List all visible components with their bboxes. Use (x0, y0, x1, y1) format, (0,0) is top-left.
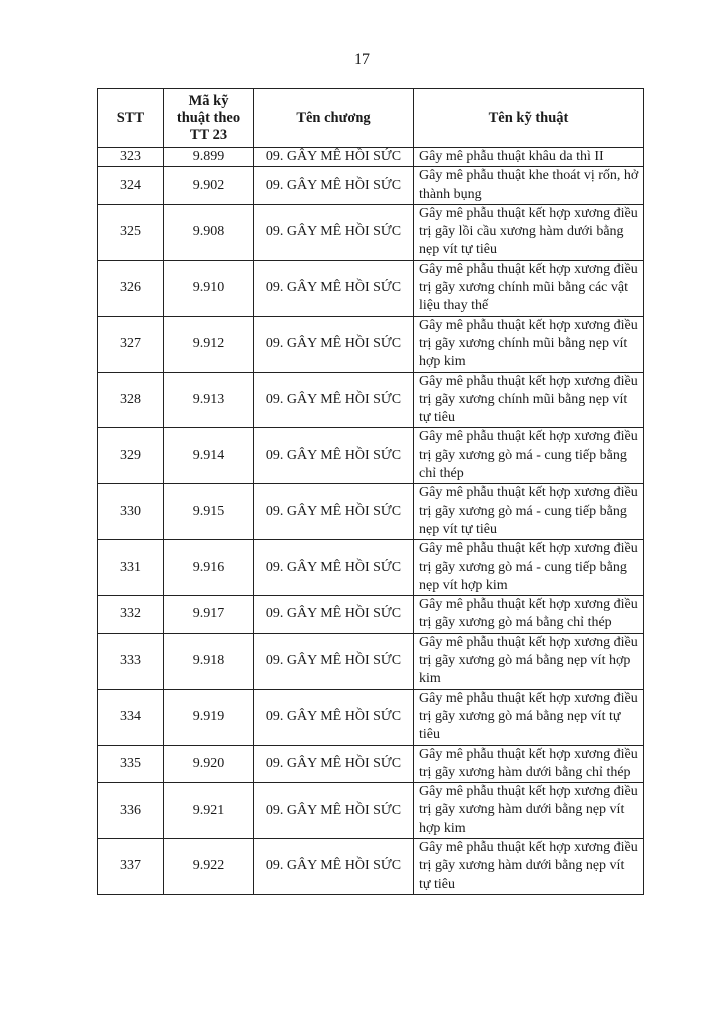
cell-technique: Gây mê phẫu thuật kết hợp xương điều trị gãy xương chính mũi bằng các vật liệu thay thế (414, 260, 644, 316)
table-row (98, 596, 644, 634)
cell-code: 9.920 (164, 745, 254, 783)
cell-code: 9.908 (164, 204, 254, 260)
table-row (98, 372, 644, 428)
cell-chapter: 09. GÂY MÊ HỒI SỨC (254, 316, 414, 372)
table-body (98, 148, 644, 895)
cell-stt: 333 (98, 633, 164, 689)
table-header-row (98, 89, 644, 148)
cell-stt: 337 (98, 838, 164, 894)
cell-code: 9.913 (164, 372, 254, 428)
cell-chapter: 09. GÂY MÊ HỒI SỨC (254, 783, 414, 839)
cell-chapter: 09. GÂY MÊ HỒI SỨC (254, 484, 414, 540)
cell-stt: 324 (98, 167, 164, 205)
cell-chapter: 09. GÂY MÊ HỒI SỨC (254, 540, 414, 596)
cell-chapter: 09. GÂY MÊ HỒI SỨC (254, 428, 414, 484)
cell-stt: 326 (98, 260, 164, 316)
table-row (98, 167, 644, 205)
table-row (98, 484, 644, 540)
cell-stt: 334 (98, 689, 164, 745)
table-row (98, 838, 644, 894)
cell-code: 9.919 (164, 689, 254, 745)
cell-technique: Gây mê phẫu thuật kết hợp xương điều trị gãy lồi cầu xương hàm dưới bằng nẹp vít tự tiêu (414, 204, 644, 260)
cell-code: 9.915 (164, 484, 254, 540)
cell-stt: 328 (98, 372, 164, 428)
table-row (98, 204, 644, 260)
cell-technique: Gây mê phẫu thuật kết hợp xương điều trị gãy xương gò má bằng nẹp vít tự tiêu (414, 689, 644, 745)
cell-chapter: 09. GÂY MÊ HỒI SỨC (254, 838, 414, 894)
cell-chapter: 09. GÂY MÊ HỒI SỨC (254, 596, 414, 634)
header-code-line2: thuật theo (176, 109, 241, 126)
cell-stt: 325 (98, 204, 164, 260)
cell-chapter: 09. GÂY MÊ HỒI SỨC (254, 148, 414, 167)
cell-code: 9.922 (164, 838, 254, 894)
table-row (98, 540, 644, 596)
header-code-line3: TT 23 (189, 126, 228, 143)
cell-chapter: 09. GÂY MÊ HỒI SỨC (254, 372, 414, 428)
table-row (98, 783, 644, 839)
cell-technique: Gây mê phẫu thuật khe thoát vị rốn, hở thành bụng (414, 167, 644, 205)
cell-stt: 327 (98, 316, 164, 372)
page-number: 17 (354, 51, 370, 68)
cell-code: 9.918 (164, 633, 254, 689)
cell-code: 9.921 (164, 783, 254, 839)
table-row (98, 689, 644, 745)
table-row (98, 428, 644, 484)
table-row (98, 633, 644, 689)
cell-chapter: 09. GÂY MÊ HỒI SỨC (254, 745, 414, 783)
table-row (98, 745, 644, 783)
table-row (98, 148, 644, 167)
cell-technique: Gây mê phẫu thuật kết hợp xương điều trị gãy xương gò má bằng chỉ thép (414, 596, 644, 634)
cell-stt: 329 (98, 428, 164, 484)
cell-code: 9.899 (164, 148, 254, 167)
techniques-table (97, 88, 644, 895)
cell-technique: Gây mê phẫu thuật kết hợp xương điều trị gãy xương chính mũi bằng nẹp vít hợp kim (414, 316, 644, 372)
cell-technique: Gây mê phẫu thuật kết hợp xương điều trị gãy xương gò má - cung tiếp bằng chỉ thép (414, 428, 644, 484)
cell-code: 9.914 (164, 428, 254, 484)
cell-technique: Gây mê phẫu thuật kết hợp xương điều trị gãy xương hàm dưới bằng nẹp vít tự tiêu (414, 838, 644, 894)
cell-stt: 335 (98, 745, 164, 783)
header-stt: STT (98, 89, 164, 148)
cell-chapter: 09. GÂY MÊ HỒI SỨC (254, 167, 414, 205)
cell-code: 9.916 (164, 540, 254, 596)
cell-chapter: 09. GÂY MÊ HỒI SỨC (254, 689, 414, 745)
table-row (98, 260, 644, 316)
cell-technique: Gây mê phẫu thuật kết hợp xương điều trị gãy xương chính mũi bằng nẹp vít tự tiêu (414, 372, 644, 428)
cell-stt: 330 (98, 484, 164, 540)
cell-code: 9.902 (164, 167, 254, 205)
cell-technique: Gây mê phẫu thuật khâu da thì II (414, 148, 644, 167)
header-code (164, 89, 254, 148)
cell-stt: 323 (98, 148, 164, 167)
cell-technique: Gây mê phẫu thuật kết hợp xương điều trị gãy xương hàm dưới bằng nẹp vít hợp kim (414, 783, 644, 839)
cell-chapter: 09. GÂY MÊ HỒI SỨC (254, 633, 414, 689)
cell-technique: Gây mê phẫu thuật kết hợp xương điều trị gãy xương gò má bằng nẹp vít hợp kim (414, 633, 644, 689)
header-code-line1: Mã kỹ (188, 92, 229, 109)
cell-stt: 336 (98, 783, 164, 839)
cell-technique: Gây mê phẫu thuật kết hợp xương điều trị gãy xương gò má - cung tiếp bằng nẹp vít hợp kim (414, 540, 644, 596)
cell-stt: 332 (98, 596, 164, 634)
cell-code: 9.910 (164, 260, 254, 316)
cell-chapter: 09. GÂY MÊ HỒI SỨC (254, 204, 414, 260)
table-row (98, 316, 644, 372)
cell-code: 9.912 (164, 316, 254, 372)
cell-technique: Gây mê phẫu thuật kết hợp xương điều trị gãy xương gò má - cung tiếp bằng nẹp vít tự tiêu (414, 484, 644, 540)
cell-code: 9.917 (164, 596, 254, 634)
cell-chapter: 09. GÂY MÊ HỒI SỨC (254, 260, 414, 316)
cell-stt: 331 (98, 540, 164, 596)
cell-technique: Gây mê phẫu thuật kết hợp xương điều trị gãy xương hàm dưới bằng chỉ thép (414, 745, 644, 783)
header-technique: Tên kỹ thuật (414, 89, 644, 148)
header-chapter: Tên chương (254, 89, 414, 148)
